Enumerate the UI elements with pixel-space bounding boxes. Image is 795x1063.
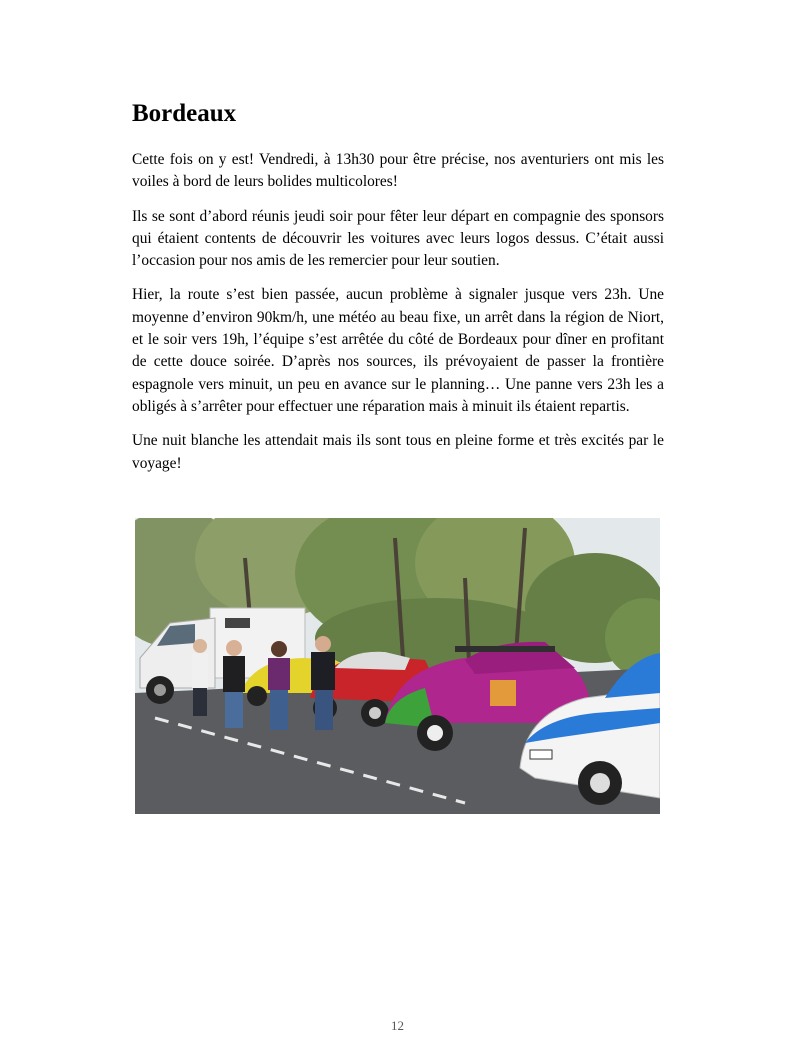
page-number: 12: [391, 1018, 404, 1033]
paragraph: Une nuit blanche les attendait mais ils sont tous en pleine forme et très excités par le voyage!: [132, 432, 664, 472]
page-title: Bordeaux: [132, 100, 237, 127]
car-rally-photo: [135, 518, 660, 814]
paragraph: Cette fois on y est! Vendredi, à 13h30 pour être précise, nos aventuriers ont mis les voiles à bord de leurs bolides multicolores!: [132, 151, 664, 191]
paragraph: Ils se sont d’abord réunis jeudi soir pour fêter leur départ en compagnie des sponsors qui étaient contents de découvrir les voitures avec leurs logos dessus. C’était aussi l’occasion pour nos amis de les remercier pour leur soutien.: [132, 207, 664, 270]
article-body: [132, 149, 664, 487]
paragraph: Hier, la route s’est bien passée, aucun problème à signaler jusque vers 23h. Une moyenne d’environ 90km/h, une météo au beau fixe, un arrêt dans la région de Niort, et le soir vers 19h, l’équipe s’est arrêtée du côté de Bordeaux pour dîner en profitant de cette douce soirée. D’après nos sources, ils prévoyaient de passer la frontière espagnole vers minuit, un peu en avance sur le planning… Une panne vers 23h les a obligés à s’arrêter pour effectuer une réparation mais à minuit ils étaient repartis.: [132, 286, 664, 415]
